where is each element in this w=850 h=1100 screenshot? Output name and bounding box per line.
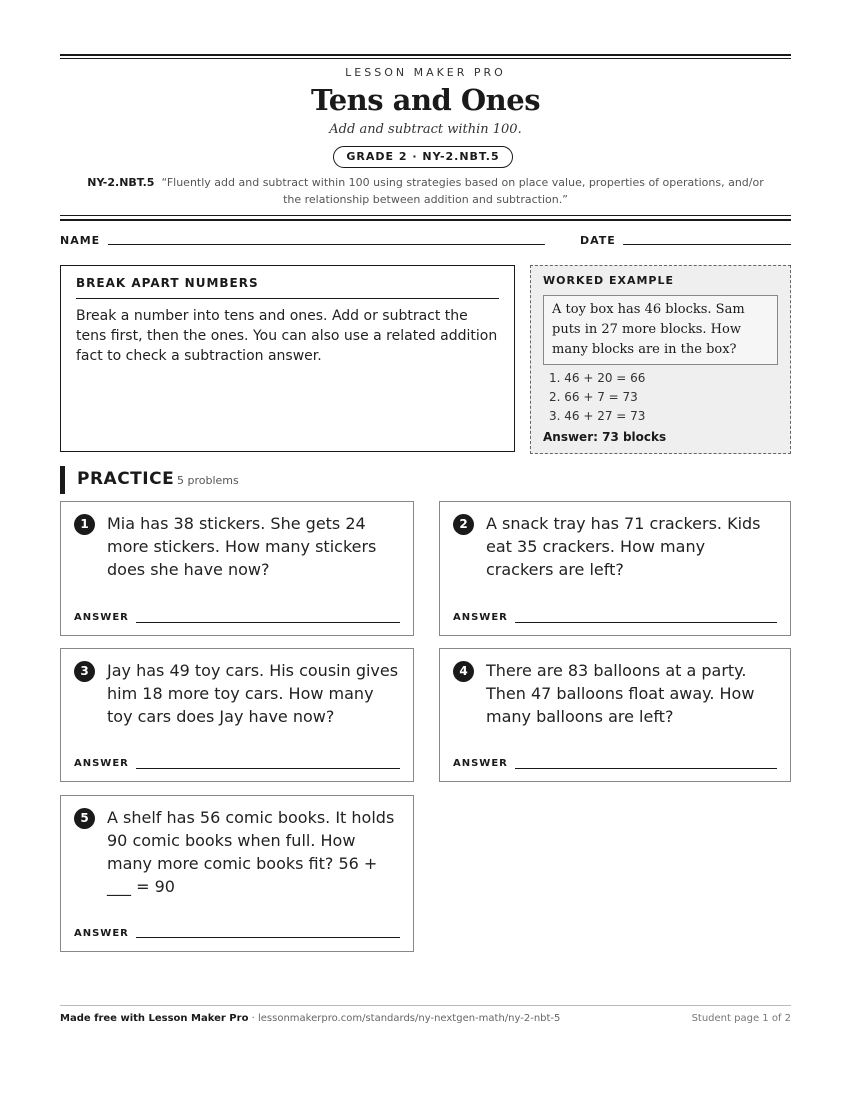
problem-card-2: [439, 501, 791, 636]
problem-text: There are 83 balloons at a party. Then 47 balloons float away. How many balloons are left?: [486, 661, 755, 726]
problem-number-badge: 1: [74, 514, 95, 535]
problem-card-3: [60, 648, 414, 782]
worked-example-answer: Answer: 73 blocks: [543, 430, 667, 444]
date-label: DATE: [580, 234, 616, 247]
problem-text: Jay has 49 toy cars. His cousin gives him 18 more toy cars. How many toy cars does Jay have now?: [107, 661, 399, 726]
practice-accent-bar: [60, 466, 65, 494]
answer-field[interactable]: [136, 768, 400, 769]
worked-example-step: 1. 46 + 20 = 66: [549, 371, 646, 385]
footer-page-number: Student page 1 of 2: [691, 1013, 791, 1024]
name-field[interactable]: [108, 244, 545, 245]
problem-card-1: [60, 501, 414, 636]
top-rule-thin: [60, 58, 791, 59]
concept-box: [60, 265, 515, 452]
standard-description: [80, 174, 771, 208]
problem-card-5: [60, 795, 414, 952]
worked-example-step: 3. 46 + 27 = 73: [549, 409, 646, 423]
problem-text: Mia has 38 stickers. She gets 24 more stickers. How many stickers does she have now?: [107, 514, 377, 579]
answer-label: ANSWER: [74, 928, 129, 939]
concept-title: BREAK APART NUMBERS: [76, 276, 499, 299]
problem-card-4: [439, 648, 791, 782]
worked-example-steps: [549, 369, 778, 426]
answer-field[interactable]: [136, 937, 400, 938]
header-bottom-rule-thick: [60, 219, 791, 221]
problem-text: A shelf has 56 comic books. It holds 90 comic books when full. How many more comic books fit? 56 + ___ = 90: [107, 808, 395, 896]
problem-number-badge: 3: [74, 661, 95, 682]
answer-label: ANSWER: [74, 612, 129, 623]
answer-label: ANSWER: [453, 612, 508, 623]
worked-example-title: WORKED EXAMPLE: [543, 274, 674, 287]
practice-title: PRACTICE: [77, 469, 175, 489]
practice-count: 5 problems: [177, 474, 239, 487]
header-bottom-rule: [60, 215, 791, 216]
date-field[interactable]: [623, 244, 791, 245]
answer-field[interactable]: [515, 622, 777, 623]
answer-label: ANSWER: [453, 758, 508, 769]
footer-made-with: Made free with Lesson Maker Pro: [60, 1013, 249, 1024]
worked-example-box: [530, 265, 791, 454]
grade-badge: GRADE 2 · NY-2.NBT.5: [333, 146, 513, 168]
footer-credit: [60, 1013, 560, 1024]
problem-number-badge: 5: [74, 808, 95, 829]
worked-example-step: 2. 66 + 7 = 73: [549, 390, 638, 404]
worksheet-page: [60, 0, 791, 1100]
answer-field[interactable]: [515, 768, 777, 769]
page-subtitle: Add and subtract within 100.: [329, 122, 522, 137]
standard-text: “Fluently add and subtract within 100 using strategies based on place value, properties of operations, and/or the relationship between addition and subtraction.”: [161, 176, 764, 206]
standard-code: NY-2.NBT.5: [87, 176, 155, 189]
problem-text: A snack tray has 71 crackers. Kids eat 35 crackers. How many crackers are left?: [486, 514, 761, 579]
worked-example-problem: A toy box has 46 blocks. Sam puts in 27 more blocks. How many blocks are in the box?: [543, 295, 778, 365]
footer-url[interactable]: · lessonmakerpro.com/standards/ny-nextgen-math/ny-2-nbt-5: [251, 1013, 561, 1024]
page-title: Tens and Ones: [310, 83, 541, 117]
answer-field[interactable]: [136, 622, 400, 623]
top-rule: [60, 54, 791, 56]
concept-body: Break a number into tens and ones. Add or subtract the tens first, then the ones. You can also use a related addition fact to check a subtraction answer.: [76, 308, 498, 364]
answer-label: ANSWER: [74, 758, 129, 769]
footer-rule: [60, 1005, 791, 1006]
problem-number-badge: 2: [453, 514, 474, 535]
problem-number-badge: 4: [453, 661, 474, 682]
brand-label: LESSON MAKER PRO: [345, 66, 506, 79]
name-label: NAME: [60, 234, 101, 247]
